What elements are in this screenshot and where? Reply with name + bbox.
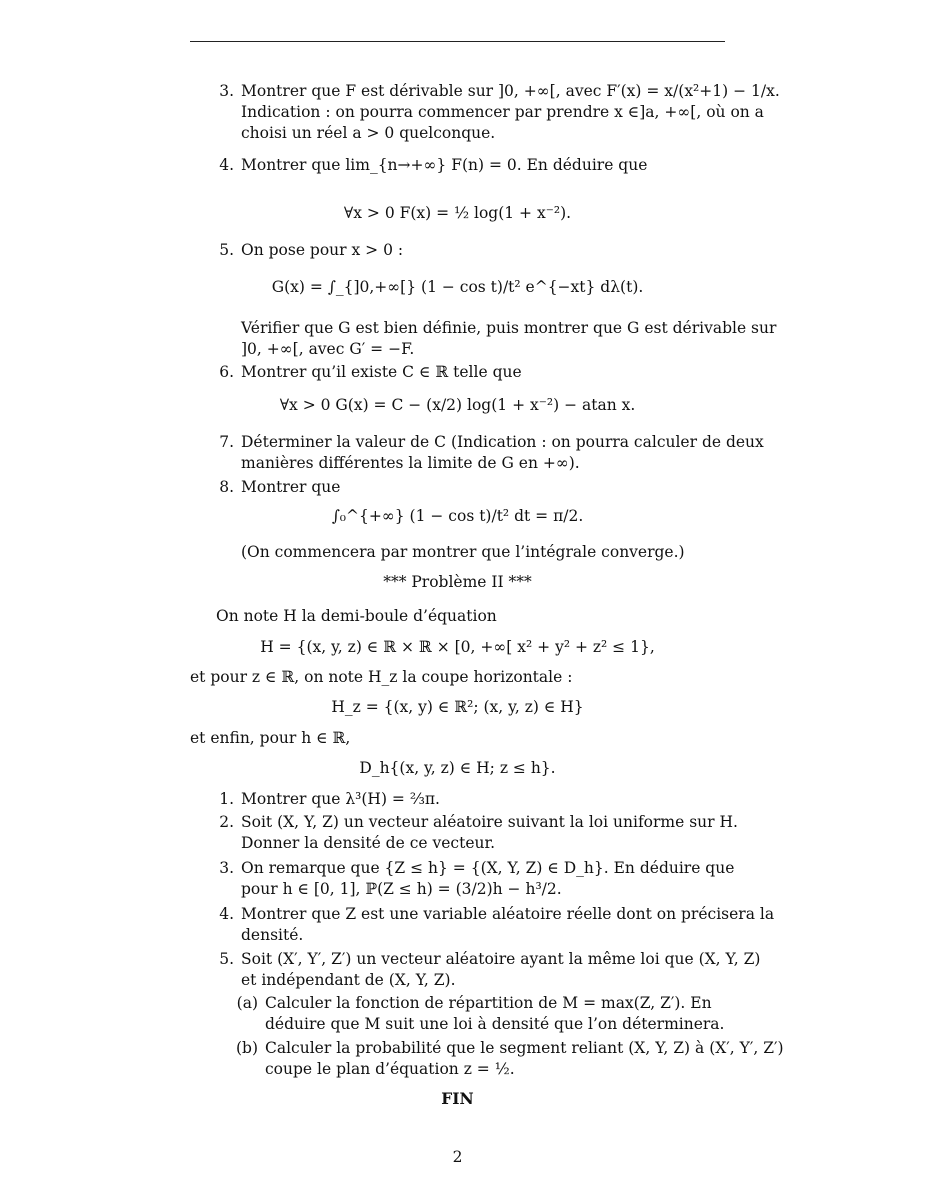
q7-line1: Déterminer la valeur de C (Indication : on pourra calculer de deux xyxy=(241,433,764,451)
p2-q5b-line2: coupe le plan d’équation z = ½. xyxy=(265,1060,515,1078)
header-rule xyxy=(190,41,725,42)
q4-equation: ∀x > 0 F(x) = ½ log(1 + x⁻²). xyxy=(343,204,572,222)
p2-q1-line1: Montrer que λ³(H) = ⅔π. xyxy=(241,790,440,808)
p2-q2-line2: Donner la densité de ce vecteur. xyxy=(241,834,496,852)
part2-text2: et pour z ∈ ℝ, on note H_z la coupe horizontale : xyxy=(190,668,573,686)
item-number: 5. xyxy=(219,241,234,259)
q8-line2: (On commencera par montrer que l’intégrale converge.) xyxy=(241,543,685,561)
item-number: 4. xyxy=(219,905,234,923)
section-title: *** Problème II *** xyxy=(383,573,532,591)
part2-text3: et enfin, pour h ∈ ℝ, xyxy=(190,729,351,747)
item-number: 6. xyxy=(219,363,234,381)
item-number: 7. xyxy=(219,433,234,451)
q8-equation: ∫₀^{+∞} (1 − cos t)/t² dt = π/2. xyxy=(331,507,584,525)
p2-q5a-line2: déduire que M suit une loi à densité que l’on déterminera. xyxy=(265,1015,725,1033)
page-number: 2 xyxy=(452,1148,463,1166)
p2-q4-line1: Montrer que Z est une variable aléatoire réelle dont on précisera la xyxy=(241,905,775,923)
p2-q2-line1: Soit (X, Y, Z) un vecteur aléatoire suivant la loi uniforme sur H. xyxy=(241,813,738,831)
q6-equation: ∀x > 0 G(x) = C − (x/2) log(1 + x⁻²) − atan x. xyxy=(279,396,636,414)
item-number: 4. xyxy=(219,156,234,174)
item-number: 8. xyxy=(219,478,234,496)
q5-equation: G(x) = ∫_{]0,+∞[} (1 − cos t)/t² e^{−xt} dλ(t). xyxy=(271,278,644,296)
p2-q3-line2: pour h ∈ [0, 1], ℙ(Z ≤ h) = (3/2)h − h³/2. xyxy=(241,880,562,898)
subitem-label: (b) xyxy=(235,1039,258,1057)
item-number: 1. xyxy=(219,790,234,808)
equation-Dh: D_h{(x, y, z) ∈ H; z ≤ h}. xyxy=(359,759,556,777)
q3-line1: Montrer que F est dérivable sur ]0, +∞[, avec F′(x) = x/(x²+1) − 1/x. xyxy=(241,82,780,100)
q5-line2: Vérifier que G est bien définie, puis montrer que G est dérivable sur xyxy=(241,319,777,337)
q3-line2: Indication : on pourra commencer par prendre x ∈]a, +∞[, où on a xyxy=(241,103,764,121)
p2-q3-line1: On remarque que {Z ≤ h} = {(X, Y, Z) ∈ D_h}. En déduire que xyxy=(241,859,735,877)
q3-line3: choisi un réel a > 0 quelconque. xyxy=(241,124,496,142)
item-number: 3. xyxy=(219,859,234,877)
item-number: 3. xyxy=(219,82,234,100)
end-mark: FIN xyxy=(441,1089,474,1108)
equation-H: H = {(x, y, z) ∈ ℝ × ℝ × [0, +∞[ x² + y² + z² ≤ 1}, xyxy=(260,638,655,656)
item-number: 2. xyxy=(219,813,234,831)
p2-q4-line2: densité. xyxy=(241,926,304,944)
equation-Hz: H_z = {(x, y) ∈ ℝ²; (x, y, z) ∈ H} xyxy=(331,698,584,716)
item-number: 5. xyxy=(219,950,234,968)
part2-intro: On note H la demi-boule d’équation xyxy=(216,607,497,625)
p2-q5-line1: Soit (X′, Y′, Z′) un vecteur aléatoire ayant la même loi que (X, Y, Z) xyxy=(241,950,761,968)
q8-line1: Montrer que xyxy=(241,478,341,496)
p2-q5a-line1: Calculer la fonction de répartition de M = max(Z, Z′). En xyxy=(265,994,712,1012)
p2-q5-line2: et indépendant de (X, Y, Z). xyxy=(241,971,456,989)
q5-line3: ]0, +∞[, avec G′ = −F. xyxy=(241,340,415,358)
q4-line1: Montrer que lim_{n→+∞} F(n) = 0. En déduire que xyxy=(241,156,648,174)
subitem-label: (a) xyxy=(236,994,258,1012)
q7-line2: manières différentes la limite de G en +∞). xyxy=(241,454,580,472)
p2-q5b-line1: Calculer la probabilité que le segment reliant (X, Y, Z) à (X′, Y′, Z′) xyxy=(265,1039,784,1057)
q6-line1: Montrer qu’il existe C ∈ ℝ telle que xyxy=(241,363,522,381)
q5-line1: On pose pour x > 0 : xyxy=(241,241,404,259)
